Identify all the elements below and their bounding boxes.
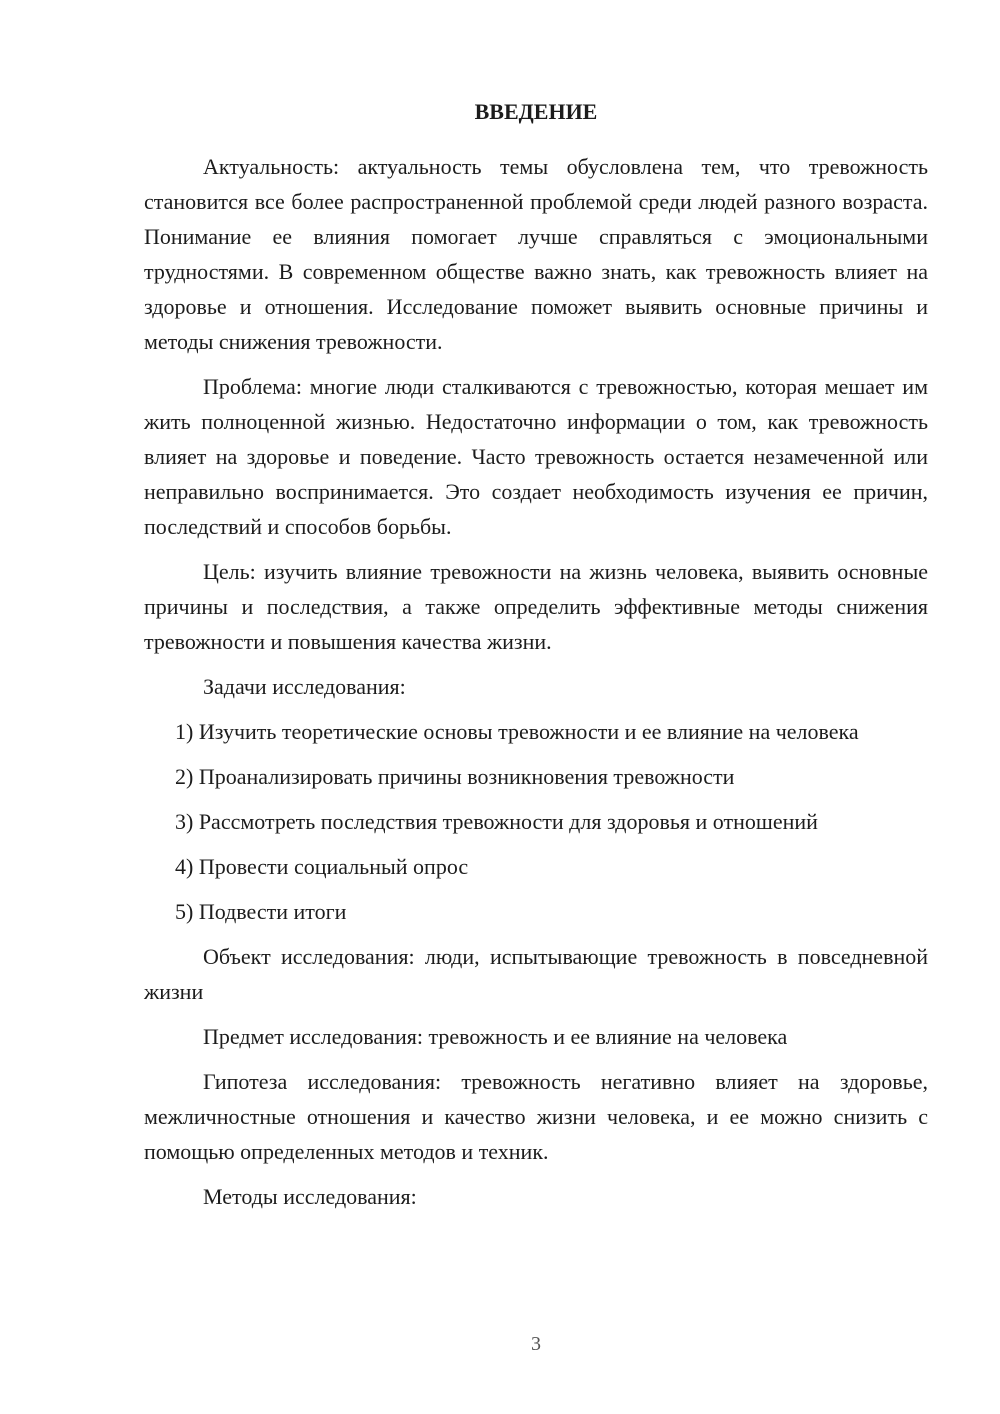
paragraph-goal: Цель: изучить влияние тревожности на жизнь человека, выявить основные причины и последствия, а также определить эффективные методы снижения тревожности и повышения качества жизни. — [144, 559, 928, 654]
page-number: 3 — [531, 1333, 541, 1355]
paragraph-methods: Методы исследования: — [203, 1184, 417, 1209]
document-page — [144, 94, 928, 1224]
task-item-5: 5) Подвести итоги — [175, 899, 347, 924]
task-item-3: 3) Рассмотреть последствия тревожности для здоровья и отношений — [175, 809, 818, 834]
task-item-4: 4) Провести социальный опрос — [175, 854, 469, 879]
document-title: ВВЕДЕНИЕ — [474, 99, 598, 124]
paragraph-object: Объект исследования: люди, испытывающие тревожность в повседневной жизни — [144, 944, 928, 1004]
paragraph-problem: Проблема: многие люди сталкиваются с тревожностью, которая мешает им жить полноценной жизнью. Недостаточно информации о том, как тревожность влияет на здоровье и поведение. Часто тревожность остается незамеченной или неправильно воспринимается. Это создает необходимость изучения ее причин, последствий и способов борьбы. — [144, 374, 928, 539]
paragraph-relevance: Актуальность: актуальность темы обусловлена тем, что тревожность становится все более распространенной проблемой среди людей разного возраста. Понимание ее влияния помогает лучше справляться с эмоциональными трудностями. В современном обществе важно знать, как тревожность влияет на здоровье и отношения. Исследование поможет выявить основные причины и методы снижения тревожности. — [144, 154, 928, 354]
task-item-1: 1) Изучить теоретические основы тревожности и ее влияние на человека — [175, 719, 859, 744]
task-item-2: 2) Проанализировать причины возникновения тревожности — [175, 764, 735, 789]
paragraph-tasks-heading: Задачи исследования: — [203, 674, 406, 699]
paragraph-hypothesis: Гипотеза исследования: тревожность негативно влияет на здоровье, межличностные отношения и качество жизни человека, и ее можно снизить с помощью определенных методов и техник. — [144, 1069, 928, 1164]
paragraph-subject: Предмет исследования: тревожность и ее влияние на человека — [203, 1024, 788, 1049]
